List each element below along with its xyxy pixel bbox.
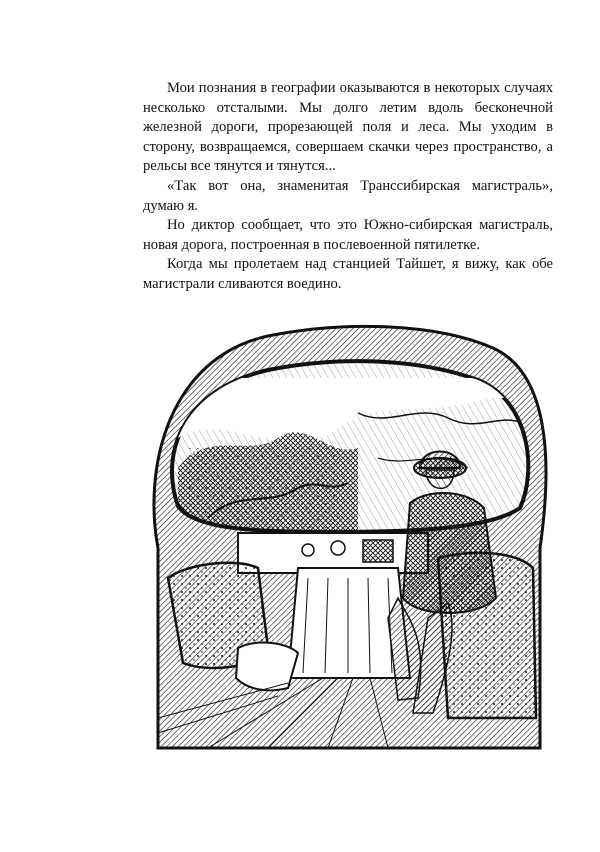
paragraph-2: «Так вот она, знаменитая Транссибирская магистраль», думаю я. (143, 177, 553, 214)
paragraph-3: Но диктор сообщает, что это Южно-сибирская магистраль, новая дорога, построенная в послевоенной пятилетке. (143, 217, 553, 253)
cabin-illustration (148, 318, 550, 758)
cabin-illustration-svg (148, 318, 550, 758)
paragraph-1: Мои познания в географии оказываются в некоторых случаях несколько отсталыми. Мы долго летим вдоль бесконечной железной дороги, прорезающей поля и леса. Мы уходим в сторону, возвращаемся, совершаем скачки через пространство, а рельсы все тянутся и тянутся... (143, 80, 553, 175)
gauge-1 (302, 544, 314, 556)
gauge-2 (331, 541, 345, 555)
body-text (143, 79, 553, 295)
paragraph-4: Когда мы пролетаем над станцией Тайшет, я вижу, как обе магистрали сливаются воедино. (143, 256, 553, 292)
